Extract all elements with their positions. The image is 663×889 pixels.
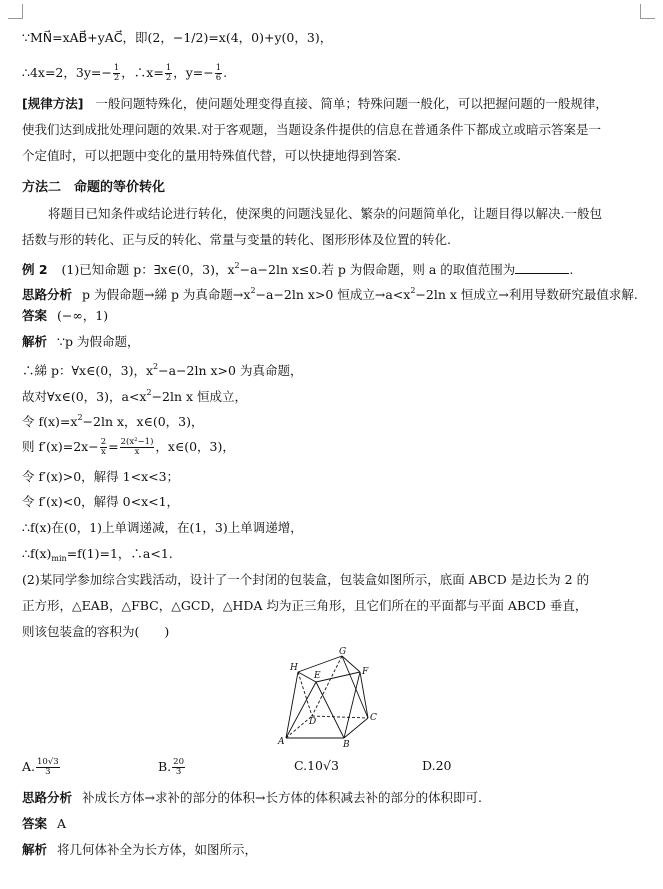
superscript: 2	[146, 388, 152, 397]
edge-GF	[342, 656, 360, 672]
hidden-edge-DC	[312, 716, 368, 718]
equation-line-1	[22, 30, 332, 46]
choice-c-label: C.	[294, 758, 308, 773]
section-heading: 方法二 命题的等价转化	[22, 180, 166, 195]
label-A: A	[278, 737, 285, 747]
choice-b-label: B.	[158, 759, 172, 774]
answer-line	[22, 308, 108, 324]
sol-8a: ∴f(x)	[22, 546, 52, 561]
example-text-b: −a−2ln x≤0.若 p 为假命题，则 a 的取值范围为	[239, 262, 516, 277]
sol-1b: −a−2ln x>0 为真命题，	[158, 363, 303, 378]
answer-2-text: A	[57, 816, 67, 831]
equation-1-text: ∵MN⃗=xAB⃗+yAC⃗，即(2，−1/2)=x(4，0)+y(0，3)，	[22, 30, 333, 45]
denominator: x	[101, 447, 106, 457]
edge-GC	[342, 656, 368, 718]
answer-text: (−∞，1)	[57, 308, 109, 323]
sol-2a: 故对∀x∈(0，3)，a<x	[22, 389, 147, 404]
eq2-part-b: ，∴x=	[121, 65, 164, 80]
choice-c-text: 10√3	[307, 758, 339, 773]
method-paragraph-line-1: 将题目已知条件或结论进行转化，使深奥的问题浅显化、繁杂的问题简单化，让题目得以解决.一般包	[48, 206, 602, 221]
label-C: C	[370, 713, 377, 723]
edge-BC	[344, 718, 368, 738]
method-paragraph-line-2: 括数与形的转化、正与反的转化、常量与变量的转化、图形形体及位置的转化.	[22, 232, 451, 247]
denominator: 6	[215, 73, 222, 83]
idea-2-line	[22, 790, 482, 806]
corner-mark-top-left	[8, 4, 23, 19]
numerator: 2	[100, 437, 107, 447]
idea-text-b: −a−2ln x>0 恒成立→a<x	[255, 287, 411, 302]
sol-8b: =f(1)=1，∴a<1.	[66, 546, 173, 561]
label-B: B	[343, 740, 350, 748]
denominator: 2	[165, 73, 172, 83]
label-G: G	[339, 647, 347, 657]
solution-line-8	[22, 546, 173, 567]
label-H: H	[290, 663, 298, 673]
eq2-part-a: ∴4x=2，3y=−	[22, 65, 112, 80]
edge-EA	[286, 682, 316, 738]
fraction	[215, 64, 222, 83]
solution-label: 解析	[22, 334, 48, 349]
label-D: D	[309, 717, 317, 727]
rule-label: [规律方法]	[22, 96, 84, 111]
fraction	[36, 758, 60, 777]
edge-EF	[316, 672, 360, 682]
numerator: 10√3	[37, 757, 59, 767]
sol-4a: 则 f′(x)=2x−	[22, 439, 99, 454]
superscript: 2	[250, 286, 256, 295]
answer-2-label: 答案	[22, 816, 48, 831]
superscript: 2	[153, 362, 159, 371]
fraction	[100, 438, 107, 457]
sol-4-eq: =	[108, 439, 119, 454]
fraction	[172, 758, 185, 777]
eq2-part-c: ，y=−	[173, 65, 214, 80]
idea-text-c: −2ln x 恒成立→利用导数研究最值求解.	[415, 287, 638, 302]
fraction	[165, 64, 172, 83]
denominator: 2	[113, 73, 120, 83]
idea-label: 思路分析	[22, 287, 73, 302]
superscript: 2	[410, 286, 416, 295]
choice-b[interactable]	[158, 758, 186, 777]
sol-3b: −2ln x，x∈(0，3)，	[82, 414, 204, 429]
choice-a[interactable]	[22, 758, 61, 777]
denominator: 3	[175, 767, 182, 777]
solution-line-0	[22, 334, 139, 350]
label-E: E	[314, 671, 321, 681]
solution-line-4	[22, 438, 235, 457]
example-label: 例 2	[22, 262, 48, 277]
sol-4b: ，x∈(0，3)，	[155, 439, 235, 454]
solution-2-line	[22, 842, 257, 858]
denominator: 3	[45, 767, 51, 777]
question-2-line-2: 正方形，△EAB，△FBC，△GCD，△HDA 均为正三角形，且它们所在的平面都与平面 ABCD 垂直，	[22, 598, 588, 613]
answer-2-line	[22, 816, 66, 832]
choice-d-label: D.	[422, 758, 436, 773]
numerator: 20	[173, 757, 184, 767]
solution-2-text: 将几何体补全为长方体，如图所示，	[57, 842, 258, 857]
numerator: 1	[113, 63, 120, 73]
rule-text-2: 使我们达到成批处理问题的效果.对于客观题，当题设条件提供的信息在普通条件下都成立或暗示答案是一	[22, 122, 601, 137]
numerator: 1	[165, 63, 172, 73]
corner-mark-top-right	[640, 4, 655, 19]
choice-d[interactable]	[422, 758, 451, 774]
edge-EB	[316, 682, 344, 738]
solution-2-label: 解析	[22, 842, 48, 857]
idea-text-a: p 为假命题→綈 p 为真命题→x	[82, 287, 251, 302]
solution-line-6: 令 f′(x)<0，解得 0<x<1，	[22, 494, 180, 509]
question-2-line-1: (2)某同学参加综合实践活动，设计了一个封闭的包装盒，包装盒如图所示，底面 ABCD 是边长为 2 的	[22, 572, 590, 587]
solution-line-5: 令 f′(x)>0，解得 1<x<3；	[22, 469, 180, 484]
rule-text-3: 个定值时，可以把题中变化的量用特殊值代替，可以快捷地得到答案.	[22, 148, 401, 163]
choice-d-text: 20	[435, 758, 452, 773]
solution-line-1	[22, 359, 302, 379]
superscript: 2	[234, 261, 240, 270]
solution-line-3	[22, 410, 204, 430]
choice-c[interactable]	[294, 758, 339, 774]
label-F: F	[362, 667, 369, 677]
fraction	[120, 438, 155, 457]
fraction	[113, 64, 120, 83]
package-box-figure	[276, 646, 388, 748]
sol-2b: −2ln x 恒成立，	[151, 389, 248, 404]
edge-FB	[344, 672, 360, 738]
numerator: 2(x²−1)	[120, 437, 154, 447]
answer-blank	[515, 262, 569, 274]
rule-line-1	[22, 96, 608, 112]
solution-text: ∵p 为假命题，	[57, 334, 140, 349]
sol-3a: 令 f(x)=x	[22, 414, 78, 429]
rule-line-3	[22, 148, 401, 164]
numerator: 1	[215, 63, 222, 73]
idea-2-text: 补成长方体→求补的部分的体积→长方体的体积减去补的部分的体积即可.	[82, 790, 482, 805]
equation-line-2: ∴4x=2，3y=− $\frac{1}{2}$ ，∴x= $\frac{1}{2}$ ，y=− $\frac{1}{6}$ .	[22, 63, 228, 83]
idea-2-label: 思路分析	[22, 790, 73, 805]
choice-a-label: A.	[22, 759, 36, 774]
edge-FC	[360, 672, 368, 718]
subscript: min	[51, 554, 67, 563]
edge-HA	[286, 672, 298, 738]
example-text-c: .	[569, 262, 574, 277]
example-text-a: (1)已知命题 p：∃x∈(0，3)，x	[61, 262, 235, 277]
denominator: x	[134, 447, 140, 457]
idea-line	[22, 283, 638, 303]
question-2-line-3: 则该包装盒的容积为( )	[22, 624, 170, 639]
example-2-question	[22, 258, 573, 278]
sol-1a: ∴綈 p：∀x∈(0，3)，x	[22, 363, 154, 378]
answer-label: 答案	[22, 308, 48, 323]
solution-line-7: ∴f(x)在(0，1)上单调递减，在(1，3)上单调递增，	[22, 520, 303, 535]
rule-line-2	[22, 122, 601, 138]
rule-text-1: 一般问题特殊化，使问题处理变得直接、简单；特殊问题一般化，可以把握问题的一般规律，	[95, 96, 608, 111]
solution-line-2	[22, 385, 247, 405]
superscript: 2	[77, 413, 83, 422]
